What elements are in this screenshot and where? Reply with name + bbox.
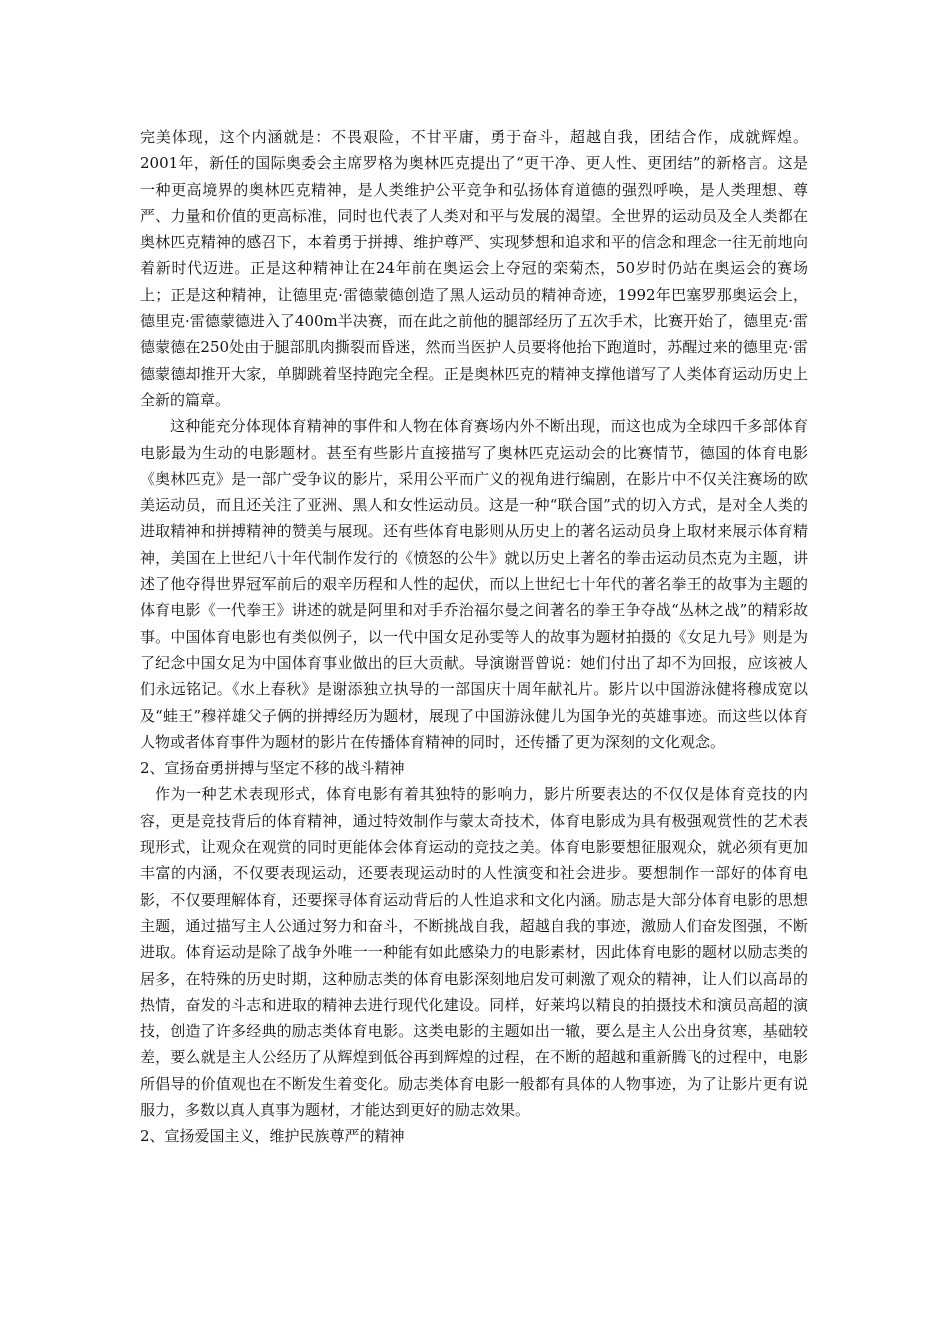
paragraph-inspirational-films: 作为一种艺术表现形式，体育电影有着其独特的影响力，影片所要表达的不仅仅是体育竞技的内容，更是竞技背后的体育精神，通过特效制作与蒙太奇技术，体育电影成为具有极强观赏性的艺术表现形式，让观众在观赏的同时更能体会体育运动的竞技之美。体育电影要想征服观众，就必须有更加丰富的内涵，不仅要表现运动，还要表现运动时的人性演变和社会进步。要想制作一部好的体育电影，不仅要理解体育，还要探寻体育运动背后的人性追求和文化内涵。励志是大部分体育电影的思想主题，通过描写主人公通过努力和奋斗，不断挑战自我，超越自我的事迹，激励人们奋发图强，不断进取。体育运动是除了战争外唯一一种能有如此感染力的电影素材，因此体育电影的题材以励志类的居多，在特殊的历史时期，这种励志类的体育电影深刻地启发可刺激了观众的精神，让人们以高昂的热情，奋发的斗志和进取的精神去进行现代化建设。同样，好莱坞以精良的拍摄技术和演员高超的演技，创造了许多经典的励志类体育电影。这类电影的主题如出一辙，要么是主人公出身贫寒，基础较差，要么就是主人公经历了从辉煌到低谷再到辉煌的过程，在不断的超越和重新腾飞的过程中，电影所倡导的价值观也在不断发生着变化。励志类体育电影一般都有具体的人物事迹，为了让影片更有说服力，多数以真人真事为题材，才能达到更好的励志效果。 (140, 785, 808, 1119)
document-body (140, 124, 808, 1150)
paragraph-sports-spirit-films: 这种能充分体现体育精神的事件和人物在体育赛场内外不断出现，而这也成为全球四千多部体育电影最为生动的电影题材。甚至有些影片直接描写了奥林匹克运动会的比赛情节，德国的体育电影《奥林匹克》是一部广受争议的影片，采用公平而广义的视角进行编剧，在影片中不仅关注赛场的欧美运动员，而且还关注了亚洲、黑人和女性运动员。这是一种“联合国”式的切入方式，是对全人类的进取精神和拼搏精神的赞美与展现。还有些体育电影则从历史上的著名运动员身上取材来展示体育精神，美国在上世纪八十年代制作发行的《愤怒的公牛》就以历史上著名的拳击运动员杰克为主题，讲述了他夺得世界冠军前后的艰辛历程和人性的起伏，而以上世纪七十年代的著名拳王的故事为主题的体育电影《一代拳王》讲述的就是阿里和对手乔治福尔曼之间著名的拳王争夺战“丛林之战”的精彩故事。中国体育电影也有类似例子，以一代中国女足孙雯等人的故事为题材拍摄的《女足九号》则是为了纪念中国女足为中国体育事业做出的巨大贡献。导演谢晋曾说：她们付出了却不为回报，应该被人们永远铭记。《水上春秋》是谢添独立执导的一部国庆十周年献礼片。影片以中国游泳健将穆成宽以及“蛙王”穆祥雄父子俩的拼搏经历为题材，展现了中国游泳健儿为国争光的英雄事迹。而这些以体育人物或者体育事件为题材的影片在传播体育精神的同时，还传播了更为深刻的文化观念。 (140, 417, 808, 751)
section-heading-patriotism: 2、宣扬爱国主义，维护民族尊严的精神 (140, 1127, 405, 1146)
section-heading-fighting-spirit: 2、宣扬奋勇拼搏与坚定不移的战斗精神 (140, 759, 405, 778)
paragraph-continuation: 完美体现，这个内涵就是：不畏艰险，不甘平庸，勇于奋斗，超越自我，团结合作，成就辉煌。2001年，新任的国际奥委会主席罗格为奥林匹克提出了“更干净、更人性、更团结”的新格言。这是一种更高境界的奥林匹克精神，是人类维护公平竞争和弘扬体育道德的强烈呼唤，是人类理想、尊严、力量和价值的更高标准，同时也代表了人类对和平与发展的渴望。全世界的运动员及全人类都在奥林匹克精神的感召下，本着勇于拼搏、维护尊严、实现梦想和追求和平的信念和理念一往无前地向着新时代迈进。正是这种精神让在24年前在奥运会上夺冠的栾菊杰，50岁时仍站在奥运会的赛场上；正是这种精神，让德里克·雷德蒙德创造了黑人运动员的精神奇迹，1992年巴塞罗那奥运会上，德里克·雷德蒙德进入了400m半决赛，而在此之前他的腿部经历了五次手术，比赛开始了，德里克·雷德蒙德在250处由于腿部肌肉撕裂而昏迷，然而当医护人员要将他抬下跑道时，苏醒过来的德里克·雷德蒙德却推开大家，单脚跳着坚持跑完全程。正是奥林匹克的精神支撑他谱写了人类体育运动历史上全新的篇章。 (140, 128, 808, 409)
